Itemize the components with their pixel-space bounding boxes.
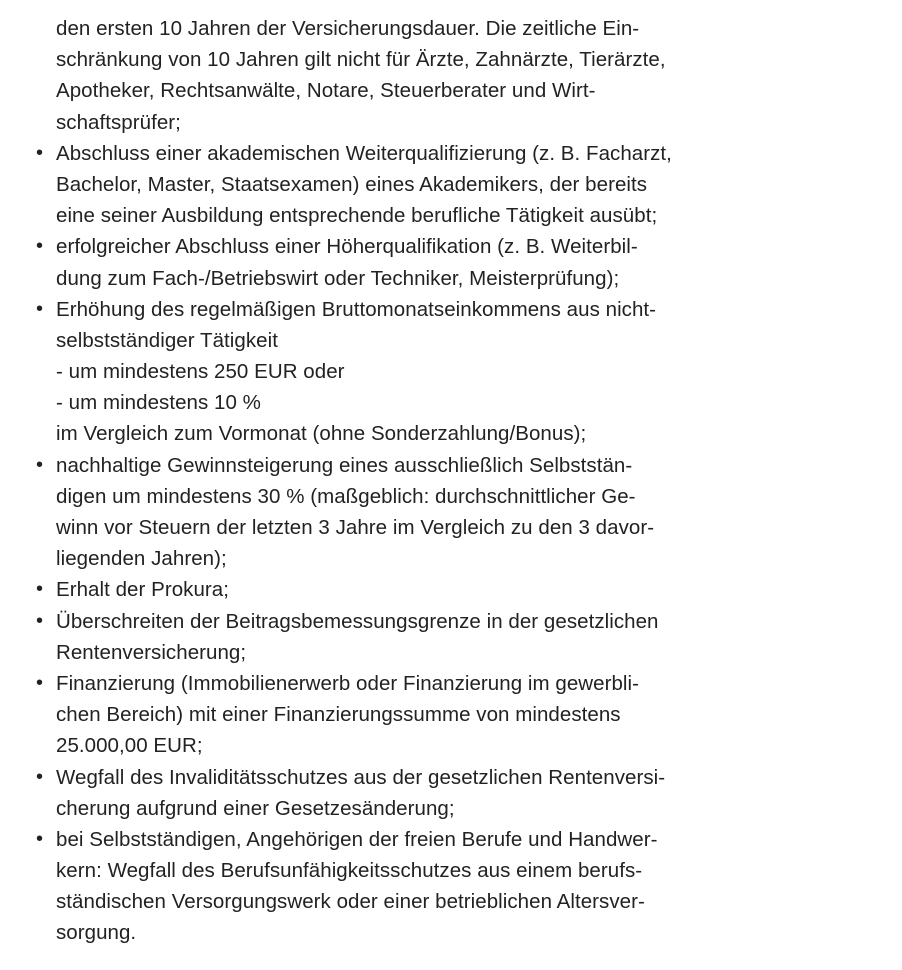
line-text: digen um mindestens 30 % (maßgeblich: durchschnittlicher Ge- <box>56 484 636 508</box>
line-text: winn vor Steuern der letzten 3 Jahre im Vergleich zu den 3 davor- <box>56 516 655 539</box>
bullet-icon: • <box>36 671 44 694</box>
bullet-icon: • <box>36 609 44 632</box>
bullet-list-item-line <box>0 231 902 262</box>
line-text: selbstständiger Tätigkeit <box>56 328 278 352</box>
bullet-icon: • <box>36 235 44 258</box>
text-line <box>0 169 902 200</box>
bullet-list-item-line <box>0 606 902 637</box>
line-text: dung zum Fach-/Betriebswirt oder Techniker, Meisterprüfung); <box>56 266 620 290</box>
text-line <box>0 107 902 138</box>
text-line <box>0 263 902 294</box>
line-text: kern: Wegfall des Berufsunfähigkeitsschutzes aus einem berufs- <box>56 859 643 883</box>
text-line <box>0 418 902 449</box>
line-text: - um mindestens 10 % <box>56 391 261 415</box>
document-body <box>0 13 902 949</box>
line-text: schränkung von 10 Jahren gilt nicht für Ärzte, Zahnärzte, Tierärzte, <box>56 48 666 72</box>
line-text: schaftsprüfer; <box>56 110 181 134</box>
text-line <box>0 387 902 418</box>
line-text: liegenden Jahren); <box>56 547 227 571</box>
text-line <box>0 75 902 106</box>
line-text: Erhöhung des regelmäßigen Bruttomonatseinkommens aus nicht- <box>56 297 657 321</box>
text-line <box>0 481 902 512</box>
text-line <box>0 356 902 387</box>
line-text: Erhalt der Prokura; <box>56 578 229 602</box>
line-text: erfolgreicher Abschluss einer Höherqualifikation (z. B. Weiterbil- <box>56 235 638 259</box>
bullet-list-item-line <box>0 762 902 793</box>
line-text: sorgung. <box>56 921 137 945</box>
bullet-list-item-line <box>0 824 902 855</box>
line-text: nachhaltige Gewinnsteigerung eines ausschließlich Selbststän- <box>56 453 633 477</box>
line-text: Wegfall des Invaliditätsschutzes aus der gesetzlichen Rentenversi- <box>56 765 666 789</box>
line-text: - um mindestens 250 EUR oder <box>56 360 345 384</box>
bullet-icon: • <box>36 297 44 320</box>
text-line <box>0 13 902 44</box>
text-line <box>0 793 902 824</box>
line-text: Rentenversicherung; <box>56 640 247 664</box>
line-text: chen Bereich) mit einer Finanzierungssumme von mindestens <box>56 703 621 727</box>
bullet-icon: • <box>36 453 44 476</box>
line-text: bei Selbstständigen, Angehörigen der freien Berufe und Handwer- <box>56 827 658 851</box>
text-line <box>0 200 902 231</box>
bullet-list-item-line <box>0 138 902 169</box>
bullet-icon: • <box>36 765 44 788</box>
bullet-list-item-line <box>0 294 902 325</box>
text-line <box>0 325 902 356</box>
text-line <box>0 44 902 75</box>
line-text: Bachelor, Master, Staatsexamen) eines Akademikers, der bereits <box>56 172 648 196</box>
line-text: Finanzierung (Immobilienerwerb oder Finanzierung im gewerbli- <box>56 671 639 695</box>
line-text: 25.000,00 EUR; <box>56 734 203 758</box>
text-line <box>0 886 902 917</box>
line-text: Apotheker, Rechtsanwälte, Notare, Steuerberater und Wirt- <box>56 79 596 103</box>
bullet-list-item-line <box>0 668 902 699</box>
bullet-list-item-line <box>0 450 902 481</box>
bullet-list-item-line <box>0 574 902 605</box>
line-text: den ersten 10 Jahren der Versicherungsdauer. Die zeitliche Ein- <box>56 17 640 40</box>
text-line <box>0 543 902 574</box>
text-line <box>0 917 902 948</box>
bullet-icon: • <box>36 827 44 850</box>
line-text: Abschluss einer akademischen Weiterqualifizierung (z. B. Facharzt, <box>56 141 672 165</box>
text-line <box>0 699 902 730</box>
bullet-icon: • <box>36 578 44 601</box>
line-text: ständischen Versorgungswerk oder einer betrieblichen Altersver- <box>56 890 645 914</box>
text-line <box>0 637 902 668</box>
bullet-icon: • <box>36 141 44 164</box>
line-text: Überschreiten der Beitragsbemessungsgrenze in der gesetzlichen <box>56 609 659 633</box>
line-text: cherung aufgrund einer Gesetzesänderung; <box>56 796 455 820</box>
text-line <box>0 855 902 886</box>
line-text: eine seiner Ausbildung entsprechende berufliche Tätigkeit ausübt; <box>56 204 658 228</box>
text-line <box>0 730 902 761</box>
text-line <box>0 512 902 543</box>
line-text: im Vergleich zum Vormonat (ohne Sonderzahlung/Bonus); <box>56 422 587 446</box>
